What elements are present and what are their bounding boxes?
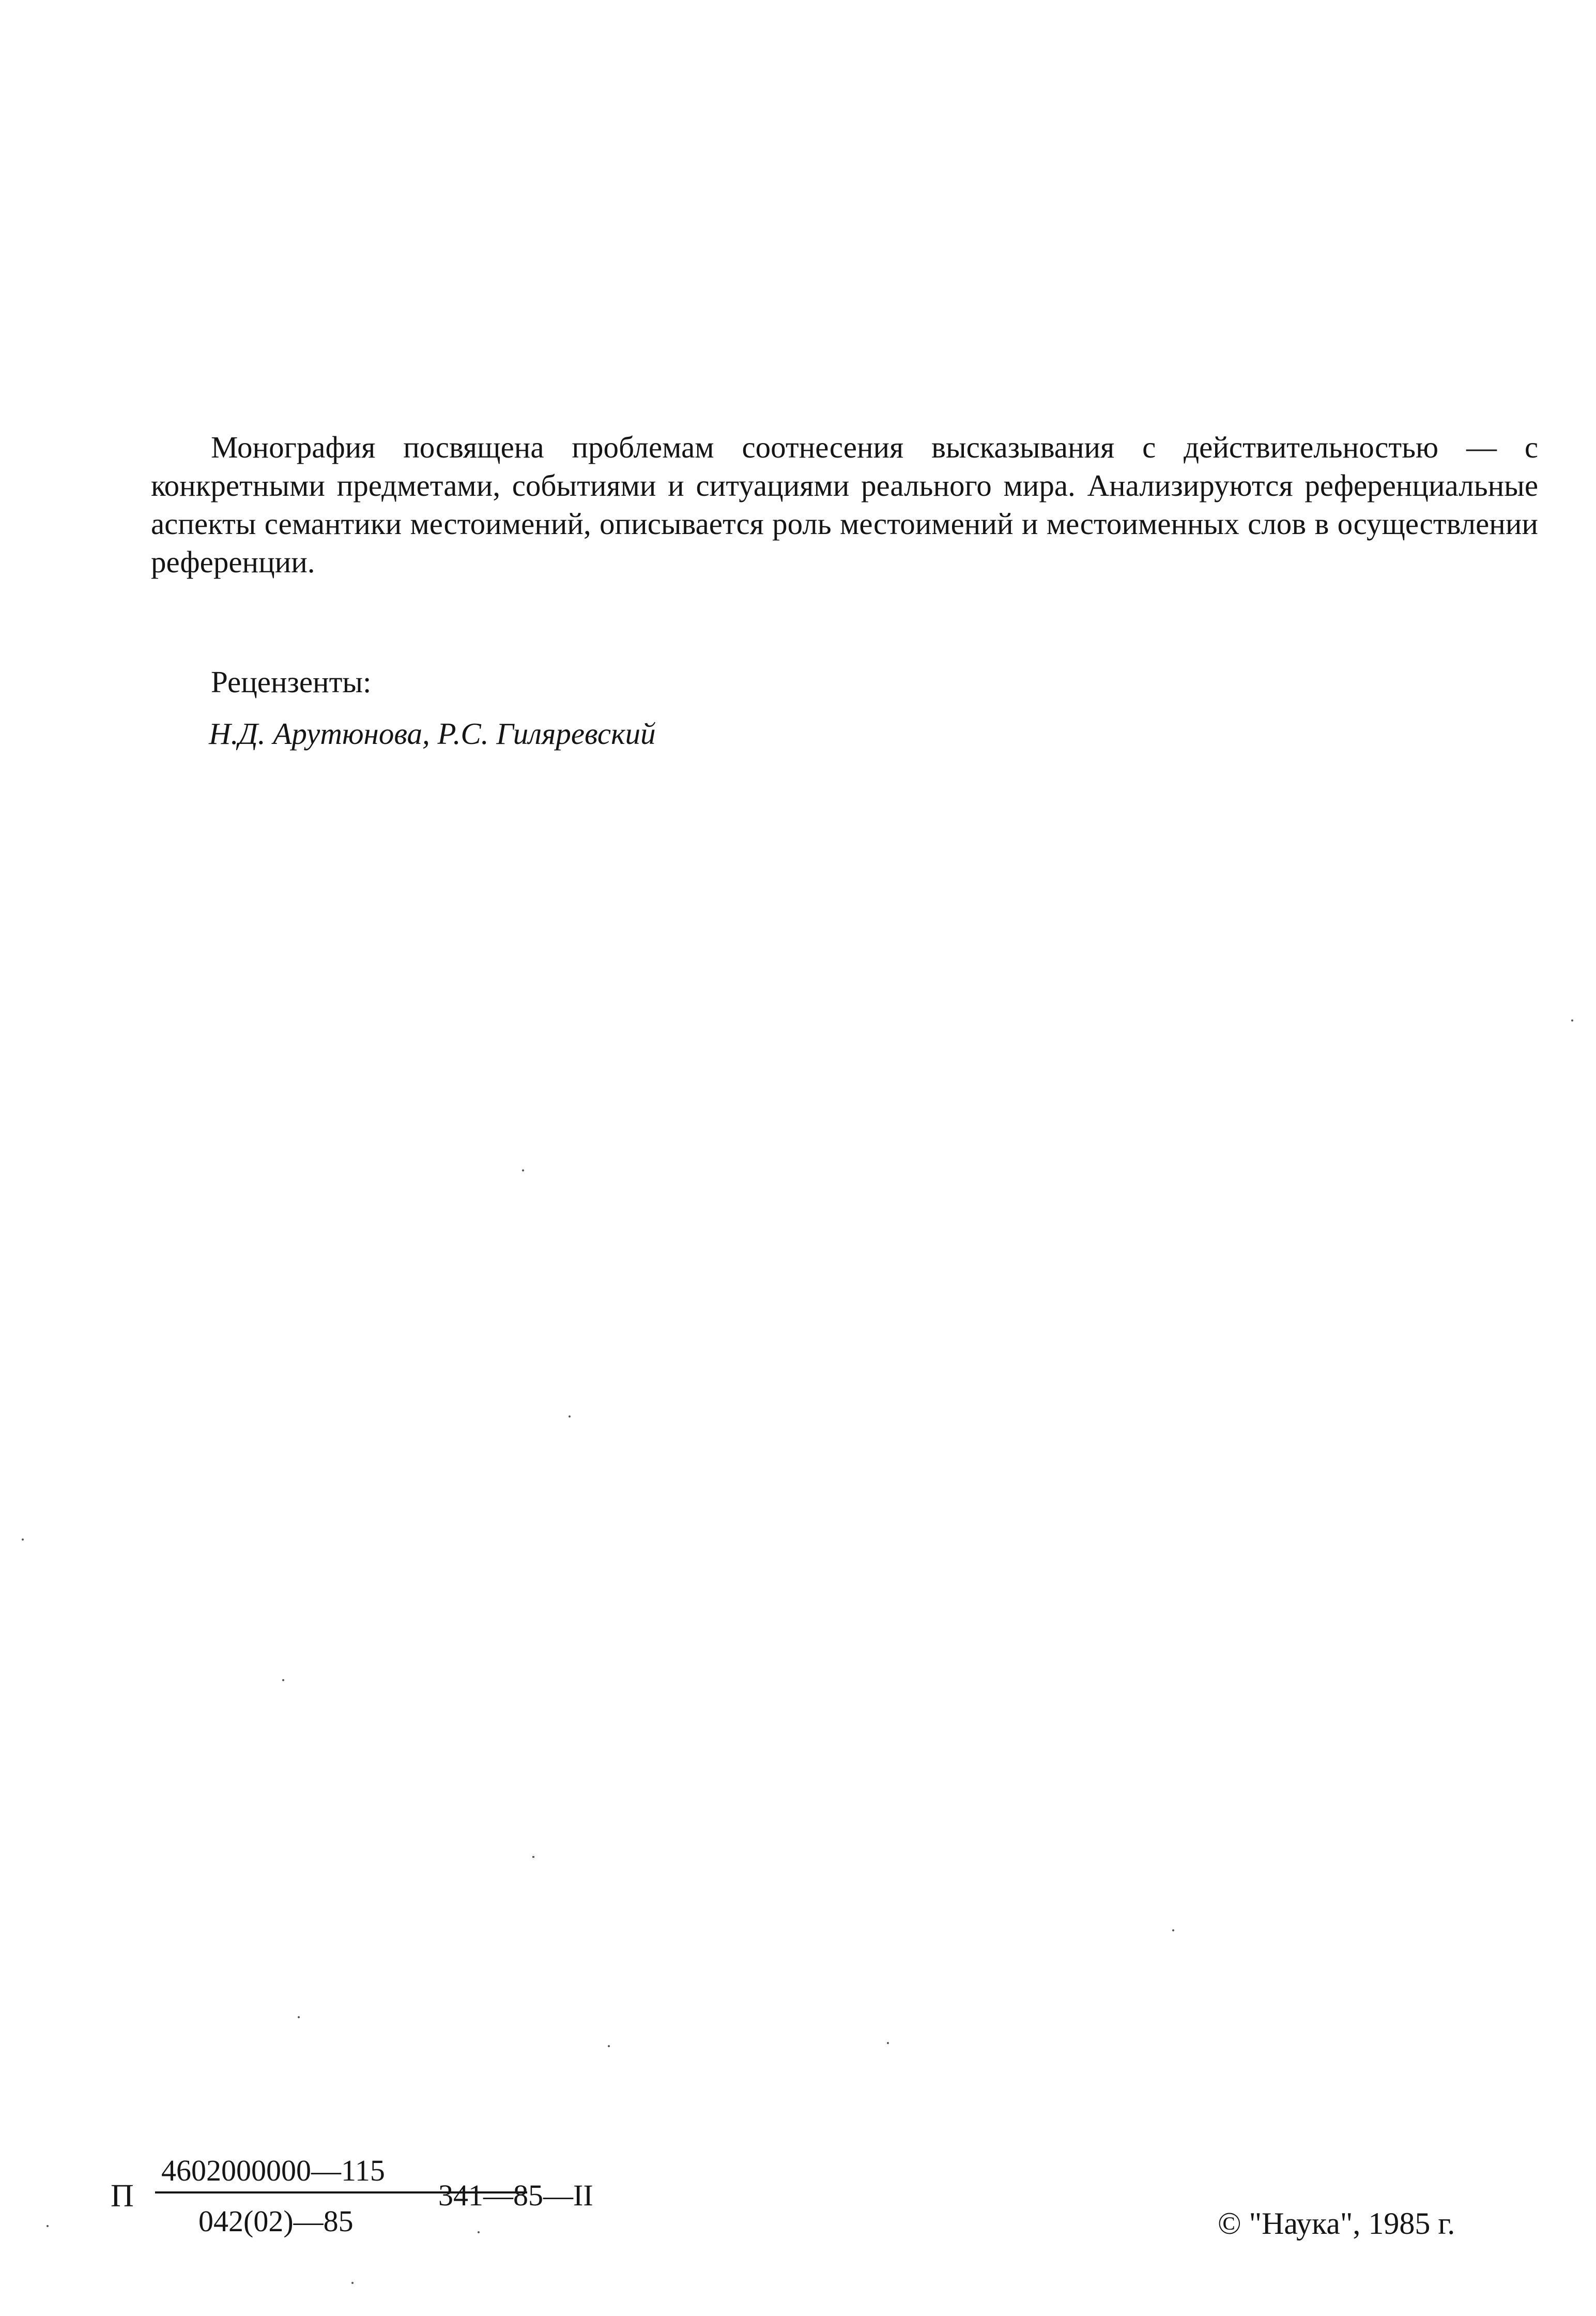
- bbk-code: 341—85—II: [438, 2178, 593, 2212]
- reviewers-label: Рецензенты:: [211, 665, 372, 699]
- bbk-numerator: 4602000000—115: [161, 2154, 385, 2187]
- scan-speck: [532, 1856, 534, 1858]
- scan-speck: [22, 1538, 24, 1541]
- scan-speck: [282, 1679, 284, 1681]
- abstract-paragraph: [151, 428, 1538, 581]
- abstract-line: с конкретными предметами, событиями и ситуациями реального мира. Анализируются: [151, 430, 1538, 502]
- scan-speck: [47, 2225, 49, 2227]
- scan-speck: [887, 2042, 889, 2044]
- bbk-letter: П: [111, 2178, 134, 2214]
- scan-speck: [569, 1415, 571, 1418]
- bbk-denominator: 042(02)—85: [198, 2204, 354, 2238]
- scan-speck: [351, 2282, 354, 2284]
- abstract-line: местоименных слов в осуществлении референции.: [151, 507, 1538, 579]
- abstract-line: Монография посвящена проблемам соотнесения высказывания с действительностью —: [211, 430, 1497, 464]
- scan-speck: [298, 2016, 300, 2018]
- scan-speck: [1172, 1929, 1174, 1931]
- reviewers-names: Н.Д. Арутюнова, Р.С. Гиляревский: [209, 717, 656, 751]
- copyright-notice: © "Наука", 1985 г.: [1218, 2206, 1455, 2241]
- abstract-line: референциальные аспекты семантики местоимений, описывается роль местоимений и: [151, 468, 1539, 541]
- scan-speck: [522, 1169, 524, 1171]
- scan-speck: [608, 2045, 610, 2047]
- scan-speck: [478, 2231, 480, 2233]
- scan-speck: [1571, 1019, 1573, 1022]
- bbk-index-block: [111, 2153, 679, 2257]
